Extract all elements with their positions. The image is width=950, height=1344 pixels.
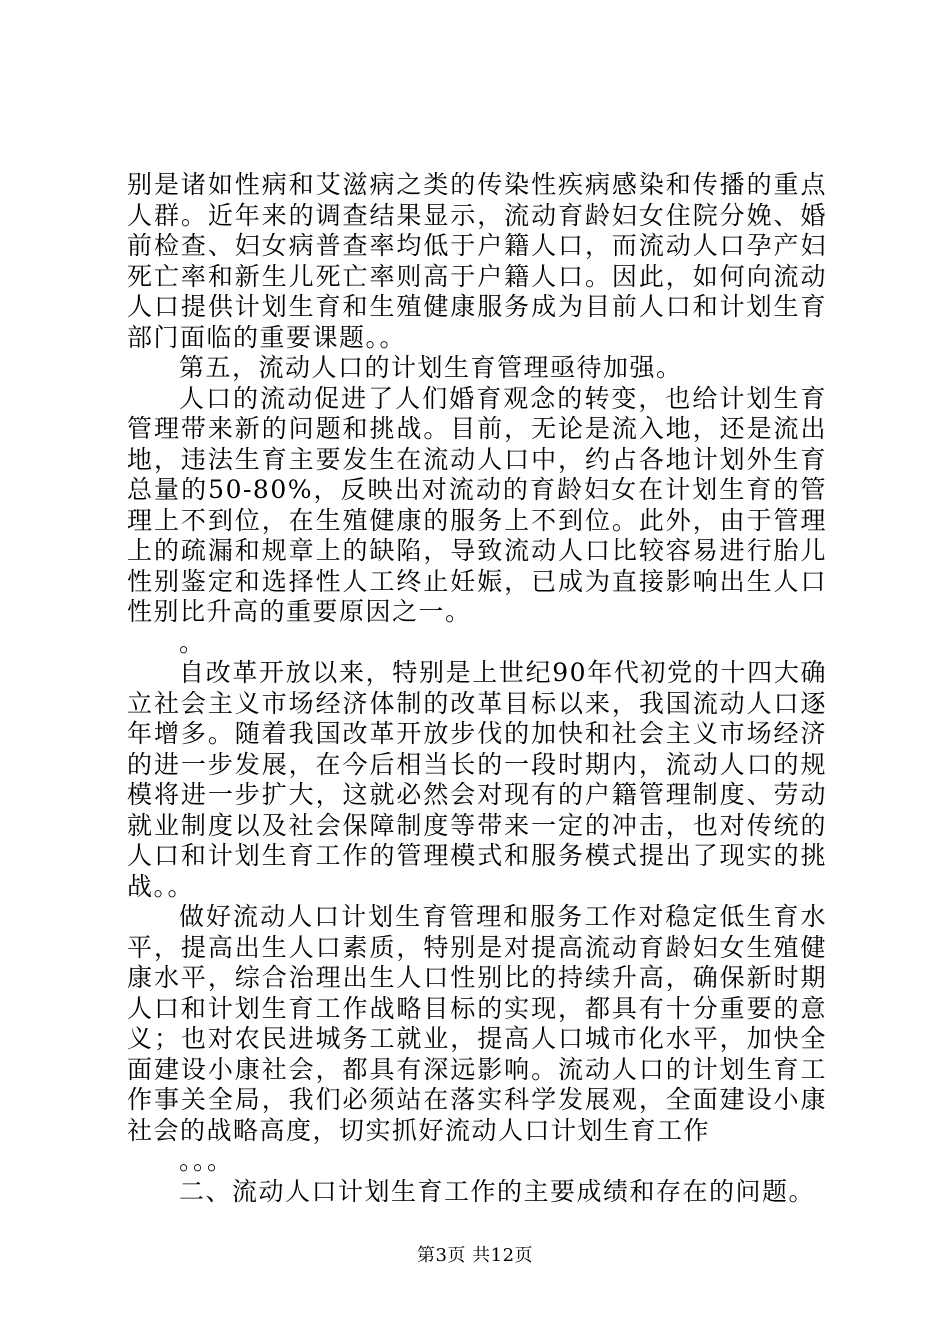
paragraph-significance: 做好流动人口计划生育管理和服务工作对稳定低生育水平，提高出生人口素质，特别是对提高流动育龄妇女生殖健康水平，综合治理出生人口性别比的持续升高，确保新时期人口和计划生育工作战略目标的实现，都具有十分重要的意义；也对农民进城务工就业，提高人口城市化水平，加快全面建设小康社会，都具有深远影响。流动人口的计划生育工作事关全局，我们必须站在落实科学发展观，全面建设小康社会的战略高度，切实抓好流动人口计划生育工作 bbox=[127, 902, 827, 1145]
page-number-footer: 第3页 共12页 bbox=[416, 1245, 534, 1266]
paragraph-stray-mark: 。 bbox=[179, 627, 206, 657]
paragraph-management-challenges: 人口的流动促进了人们婚育观念的转变，也给计划生育管理带来新的问题和挑战。目前，无论是流入地，还是流出地，违法生育主要发生在流动人口中，约占各地计划外生育总量的50-80%，反映出对流动的育龄妇女在计划生育的管理上不到位，在生殖健康的服务上不到位。此外，由于管理上的疏漏和规章上的缺陷，导致流动人口比较容易进行胎儿性别鉴定和选择性人工终止妊娠，已成为直接影响出生人口性别比升高的重要原因之一。 bbox=[127, 383, 827, 626]
section-heading-two: 二、流动人口计划生育工作的主要成绩和存在的问题。 bbox=[179, 1176, 816, 1206]
paragraph-reform-background: 自改革开放以来，特别是上世纪90年代初党的十四大确立社会主义市场经济体制的改革目标以来，我国流动人口逐年增多。随着我国改革开放步伐的加快和社会主义市场经济的进一步发展，在今后相当长的一段时期内，流动人口的规模将进一步扩大，这就必然会对现有的户籍管理制度、劳动就业制度以及社会保障制度等带来一定的冲击，也对传统的人口和计划生育工作的管理模式和服务模式提出了现实的挑战。。 bbox=[127, 658, 827, 901]
paragraph-stray-marks: 。。。 bbox=[179, 1146, 234, 1175]
document-body bbox=[127, 170, 827, 1207]
paragraph-heading-fifth: 第五，流动人口的计划生育管理亟待加强。 bbox=[179, 353, 683, 382]
paragraph-continuation: 别是诸如性病和艾滋病之类的传染性疾病感染和传播的重点人群。近年来的调查结果显示，流动育龄妇女住院分娩、婚前检查、妇女病普查率均低于户籍人口，而流动人口孕产妇死亡率和新生儿死亡率则高于户籍人口。因此，如何向流动人口提供计划生育和生殖健康服务成为目前人口和计划生育部门面临的重要课题。。 bbox=[127, 170, 827, 352]
